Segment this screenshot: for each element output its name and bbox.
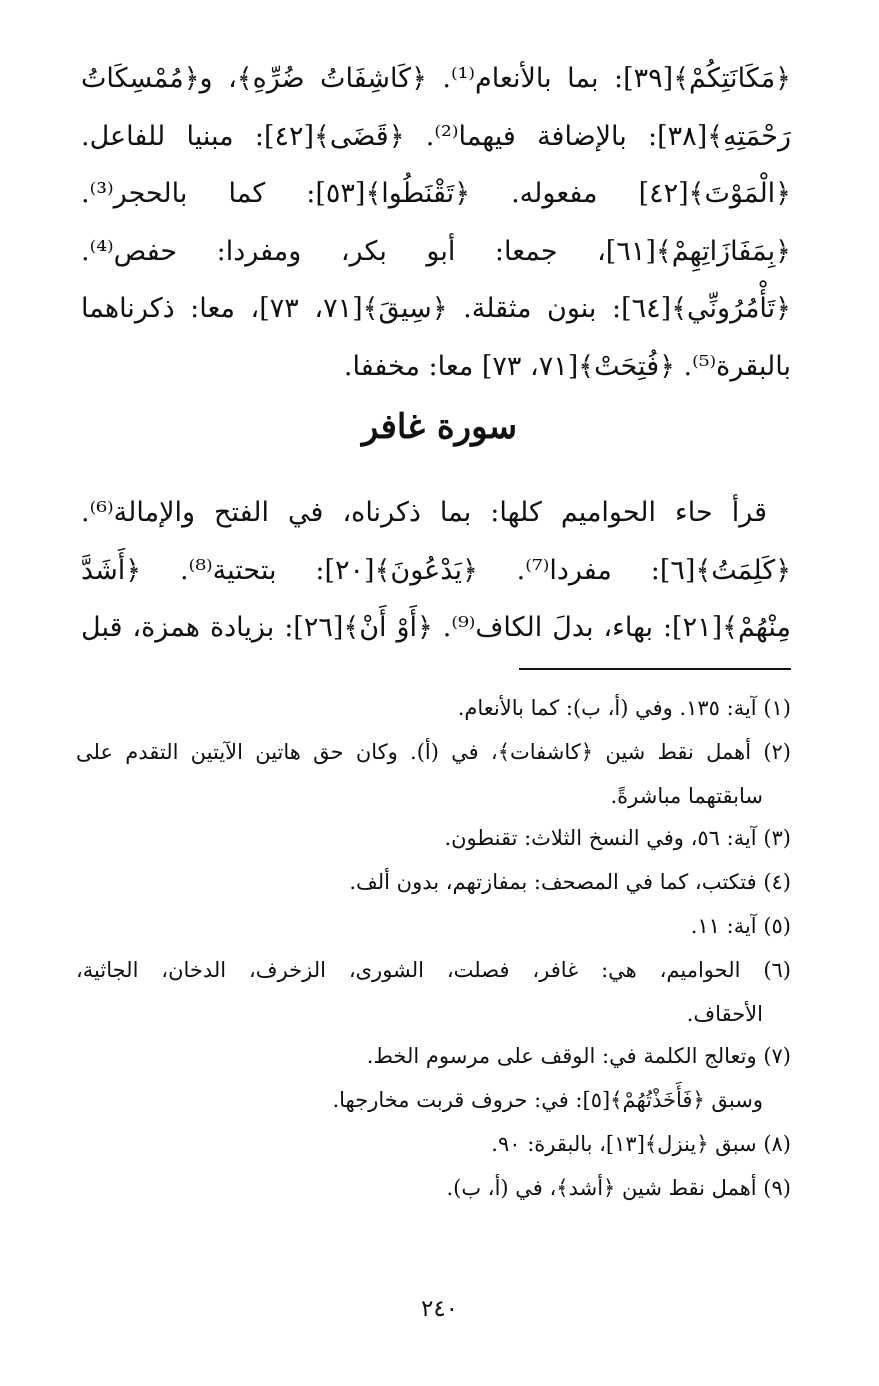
footnote-7: (٧) وتعالج الكلمة في: الوقف على مرسوم الخط. (366, 1044, 791, 1068)
text-line: بالبقرة⁽⁵⁾. ﴿فُتِحَتْ﴾[٧١، ٧٣] معا: مخففا. (343, 350, 791, 382)
text-line: ﴿بِمَفَازَاتِهِمْ﴾[٦١]، جمعا: أبو بكر، ومفردا: حفص⁽⁴⁾. (81, 235, 791, 267)
main-text-top (81, 50, 791, 396)
footnote-6-continuation: الأحقاف. (686, 1002, 763, 1026)
footnote-8: (٨) سبق ﴿ينزل﴾[١٣]، بالبقرة: ٩٠. (491, 1132, 791, 1156)
footnote-5: (٥) آية: ١١. (690, 914, 791, 938)
footnote-divider (519, 668, 791, 670)
footnote-2: (٢) أهمل نقط شين ﴿كاشفات﴾، في (أ). وكان حق هاتين الآيتين التقدم على (76, 740, 791, 764)
footnote-2-continuation: سابقتهما مباشرةً. (610, 784, 763, 808)
main-text-bottom (81, 484, 791, 657)
footnote-4: (٤) فتكتب، كما في المصحف: بمفازتهم، بدون ألف. (349, 870, 791, 894)
text-line: مِنْهُمْ﴾[٢١]: بهاء، بدلَ الكاف⁽⁹⁾. ﴿أَوْ أَنْ﴾[٢٦]: بزيادة همزة، قبل (81, 612, 791, 644)
text-line: ﴿مَكَانَتِكُمْ﴾[٣٩]: بما بالأنعام⁽¹⁾. ﴿كَاشِفَاتُ ضُرِّهِ﴾، و﴿مُمْسِكَاتُ (81, 63, 791, 94)
footnote-6: (٦) الحواميم، هي: غافر، فصلت، الشورى، الزخرف، الدخان، الجاثية، (76, 958, 791, 982)
footnote-7-continuation: وسبق ﴿فَأَخَذْتُهُمْ﴾[٥]: في: حروف قربت مخارجها. (332, 1088, 763, 1112)
text-line: ﴿الْمَوْتَ﴾[٤٢] مفعوله. ﴿تَقْنَطُوا﴾[٥٣]: كما بالحجر⁽³⁾. (81, 178, 791, 210)
text-line: قرأ حاء الحواميم كلها: بما ذكرناه، في الفتح والإمالة⁽⁶⁾. (81, 497, 767, 528)
section-heading: سورة غافر (361, 407, 518, 447)
footnote-1: (١) آية: ١٣٥. وفي (أ، ب): كما بالأنعام. (457, 696, 791, 720)
text-line: رَحْمَتِهِ﴾[٣٨]: بالإضافة فيهما⁽²⁾. ﴿قَضَى﴾[٤٢]: مبنيا للفاعل. (81, 120, 791, 152)
text-line: ﴿كَلِمَتُ﴾[٦]: مفردا⁽⁷⁾. ﴿يَدْعُونَ﴾[٢٠]: بتحتية⁽⁸⁾. ﴿أَشَدَّ (81, 554, 791, 586)
text-line: ﴿تَأْمُرُونِّي﴾[٦٤]: بنون مثقلة. ﴿سِيقَ﴾[٧١، ٧٣]، معا: ذكرناهما (81, 293, 791, 325)
footnotes (76, 686, 791, 1210)
footnote-9: (٩) أهمل نقط شين ﴿أشد﴾، في (أ، ب). (446, 1176, 791, 1200)
page-number: ٢٤٠ (420, 1296, 459, 1322)
footnote-3: (٣) آية: ٥٦، وفي النسخ الثلاث: تقنطون. (444, 826, 791, 850)
